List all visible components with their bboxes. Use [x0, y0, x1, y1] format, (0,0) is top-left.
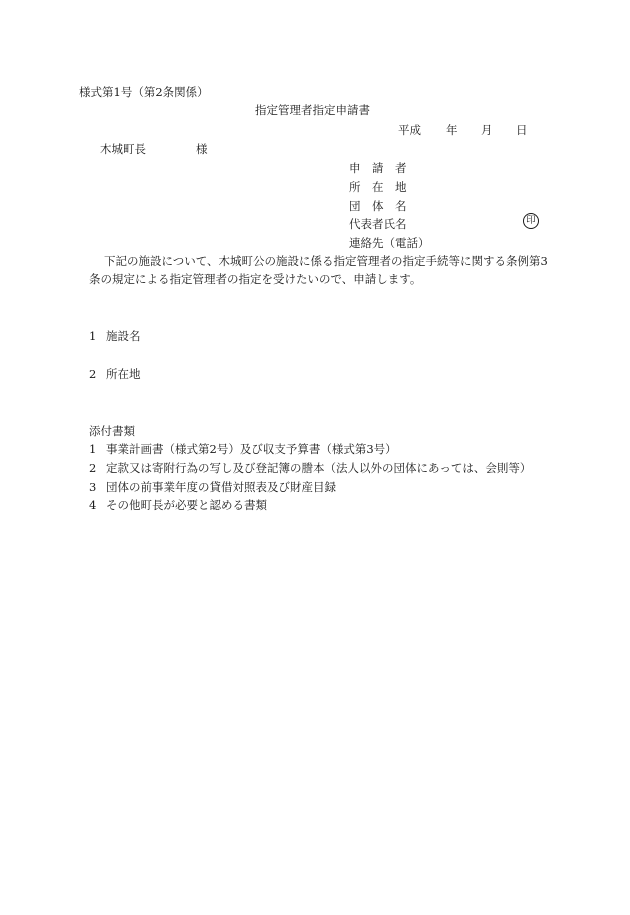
item-facility-name: 施設名 [106, 329, 141, 343]
representative-label: 代表者氏名 [349, 217, 407, 231]
attachment-number: 3 [89, 480, 97, 494]
attachment-number: 1 [89, 442, 97, 456]
applicant-label: 申 請 者 [349, 161, 407, 175]
form-number: 様式第1号（第2条関係） [79, 85, 209, 99]
address-label: 所 在 地 [349, 180, 407, 194]
addressee-name: 木城町長 [100, 142, 146, 156]
attachment-item: 事業計画書（様式第2号）及び収支予算書（様式第3号） [106, 442, 397, 456]
item-number: 2 [89, 367, 97, 381]
body-line-2: 条の規定による指定管理者の指定を受けたいので、申請します。 [89, 272, 422, 286]
date-year-unit: 年 [446, 123, 458, 137]
date-day-unit: 日 [516, 123, 528, 137]
item-number: 1 [89, 329, 97, 343]
org-name-label: 団 体 名 [349, 199, 407, 213]
attachment-number: 2 [89, 461, 97, 475]
attachment-item: 団体の前事業年度の貸借対照表及び財産目録 [106, 480, 336, 494]
attachments-heading: 添付書類 [89, 424, 135, 438]
date-month-unit: 月 [481, 123, 493, 137]
contact-label: 連絡先（電話） [349, 236, 430, 250]
addressee-honorific: 様 [196, 142, 208, 156]
body-line-1: 下記の施設について、木城町公の施設に係る指定管理者の指定手続等に関する条例第3 [104, 254, 548, 268]
attachment-item: その他町長が必要と認める書類 [106, 498, 267, 512]
seal-mark: 印 [523, 213, 539, 229]
attachment-item: 定款又は寄附行為の写し及び登記簿の謄本（法人以外の団体にあっては、会則等） [106, 461, 532, 475]
item-location: 所在地 [106, 367, 141, 381]
document-title: 指定管理者指定申請書 [255, 103, 370, 117]
date-era: 平成 [398, 123, 421, 137]
attachment-number: 4 [89, 498, 97, 512]
